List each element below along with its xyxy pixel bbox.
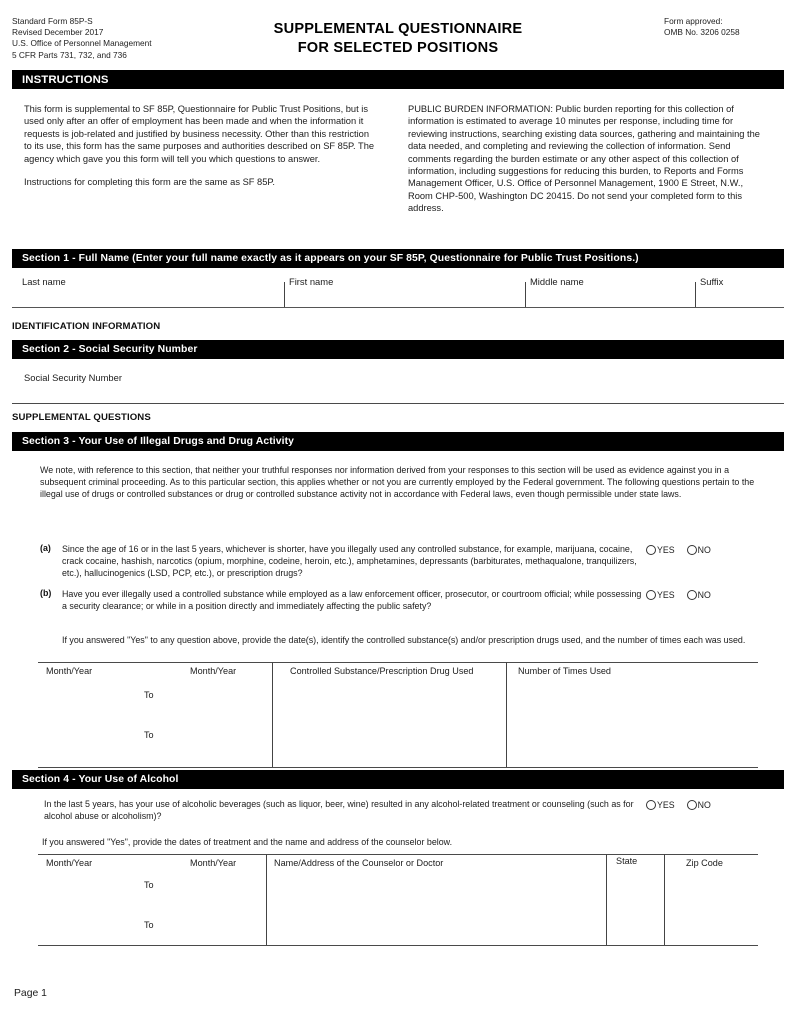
radio-circle-icon[interactable]	[646, 545, 656, 555]
form-header	[0, 0, 796, 68]
drug-table-divider-2	[506, 662, 507, 767]
suffix-input[interactable]	[701, 284, 781, 306]
alcohol-table-row-2-to-input[interactable]	[170, 914, 262, 934]
section-4-banner-label: Section 4 - Your Use of Alcohol	[22, 774, 179, 785]
alcohol-answer-group	[646, 800, 711, 810]
name-divider-2	[525, 282, 526, 308]
alcohol-table-col-to-label: Month/Year	[190, 858, 237, 868]
drug-use-table	[38, 662, 758, 768]
identification-information-heading: IDENTIFICATION INFORMATION	[12, 321, 161, 332]
first-name-input[interactable]	[290, 284, 518, 306]
radio-circle-icon[interactable]	[687, 590, 697, 600]
question-a-text: Since the age of 16 or in the last 5 years, whichever is shorter, have you illegally used any controlled substance, for example, marijuana, cocaine, crack cocaine, hashish, narcotics (opium, morphine, codeine, heroin, etc.), amphetamines, depressants (barbiturates, methaqualone, tranquilizers, etc.), hallucinogenics (LSD, PCP, etc.), or prescription drugs?	[62, 544, 637, 579]
alcohol-table-row-1-to-input[interactable]	[170, 874, 262, 894]
social-security-number-label: Social Security Number	[24, 372, 122, 383]
question-b	[40, 588, 740, 612]
question-b-tag: (b)	[40, 588, 52, 598]
public-burden-paragraph: PUBLIC BURDEN INFORMATION: Public burden reporting for this collection of information is estimated to average 10 minutes per response, including time for reviewing instructions, searching existing data sources, gathering and maintaining the data needed, and completing and reviewing the collection of information. Send comments regarding the burden estimate or any other aspect of this collection of information, including suggestions for reducing this burden, to Reports and Forms Management Officer, U.S. Office of Personnel Management, 1900 E Street, N.W., Room CHP-500, Washington DC 20415. Do not send your completed form to this address.	[408, 104, 760, 214]
page-title	[228, 20, 568, 58]
public-burden-column	[408, 103, 768, 215]
page-title-line-1: SUPPLEMENTAL QUESTIONNAIRE	[273, 21, 523, 37]
drug-table-row-1-to-label: To	[144, 690, 154, 700]
radio-circle-icon[interactable]	[687, 545, 697, 555]
instructions-paragraph-1: This form is supplemental to SF 85P, Questionnaire for Public Trust Positions, but is used only after an offer of employment has been made and when the information it requests is job-related and justified by business necessity. Other than this restriction to its use, this form has the same purposes and authorities described on SF 85P. The agency which gave you this form will tell you which questions to answer.	[24, 104, 375, 164]
form-revision-date: Revised December 2017	[12, 27, 104, 38]
last-name-input[interactable]	[22, 284, 277, 306]
alcohol-table-col-counselor-label: Name/Address of the Counselor or Doctor	[274, 858, 444, 868]
last-name-label: Last name	[22, 276, 66, 287]
instructions-banner	[12, 70, 784, 89]
question-a-no-label: NO	[697, 545, 711, 555]
section-3-intro-text: We note, with reference to this section, that neither your truthful responses nor information derived from your responses to this section will be used as evidence against you in a subsequent criminal proceeding. As to this particular section, this applies whether or not you are currently employed by the Federal government. The following questions pertain to the illegal use of drugs or controlled substances or drug or controlled substance activity not in accordance with Federal laws, even though permissible under state laws.	[40, 465, 755, 500]
drug-table-row-1-times-input[interactable]	[514, 680, 752, 722]
drug-table-bottom-rule	[38, 767, 758, 768]
drug-table-top-rule	[38, 662, 758, 663]
drug-table-col-times-label: Number of Times Used	[518, 666, 611, 676]
alcohol-yes-label: YES	[657, 800, 675, 810]
alcohol-table-row-2-to-label: To	[144, 920, 154, 930]
middle-name-input[interactable]	[531, 284, 689, 306]
alcohol-table-row-1-zip-input[interactable]	[668, 872, 752, 910]
alcohol-table-bottom-rule	[38, 945, 758, 946]
alcohol-table-row-1-to-label: To	[144, 880, 154, 890]
instructions-banner-label: INSTRUCTIONS	[22, 73, 109, 86]
alcohol-table-row-2-counselor-input[interactable]	[272, 912, 602, 944]
first-name-label: First name	[289, 276, 334, 287]
question-a-answer-group	[646, 545, 711, 555]
alcohol-table-row-2-from-input[interactable]	[46, 914, 138, 934]
full-name-field-row	[12, 272, 784, 308]
social-security-number-input[interactable]	[150, 366, 450, 388]
radio-circle-icon[interactable]	[646, 590, 656, 600]
alcohol-table-divider-3	[664, 854, 665, 945]
alcohol-table-row-1-state-input[interactable]	[610, 872, 660, 910]
form-identification-block	[12, 16, 152, 61]
section-3-banner	[12, 432, 784, 451]
alcohol-table-col-zip-label: Zip Code	[686, 858, 723, 868]
drug-table-row-2-to-label: To	[144, 730, 154, 740]
alcohol-no-label: NO	[697, 800, 711, 810]
cfr-reference: 5 CFR Parts 731, 732, and 736	[12, 49, 127, 60]
drug-table-row-2-from-input[interactable]	[46, 724, 138, 744]
name-divider-1	[284, 282, 285, 308]
instructions-left-column	[24, 103, 376, 188]
section-2-banner	[12, 340, 784, 359]
question-b-no-option[interactable]	[687, 590, 711, 600]
drug-table-col-to-label: Month/Year	[190, 666, 237, 676]
middle-name-label: Middle name	[530, 276, 584, 287]
page-number: Page 1	[14, 988, 47, 999]
alcohol-treatment-table	[38, 854, 758, 946]
omb-approval-block	[664, 16, 740, 38]
drug-table-row-1-substance-input[interactable]	[278, 680, 500, 722]
section-2-banner-label: Section 2 - Social Security Number	[22, 344, 198, 355]
alcohol-table-col-state-label: State	[616, 856, 638, 866]
section-2-bottom-rule	[12, 403, 784, 404]
question-b-answer-group	[646, 590, 711, 600]
section-4-followup-note: If you answered "Yes", provide the dates of treatment and the name and address of the counselor below.	[42, 837, 453, 847]
page-title-line-2: FOR SELECTED POSITIONS	[297, 40, 499, 56]
radio-circle-icon[interactable]	[687, 800, 697, 810]
drug-table-row-1-to-input[interactable]	[170, 684, 266, 704]
alcohol-yes-option[interactable]	[646, 800, 675, 810]
alcohol-table-row-2-zip-input[interactable]	[668, 912, 752, 944]
suffix-label: Suffix	[700, 276, 724, 287]
section-4-banner	[12, 770, 784, 789]
drug-table-divider-1	[272, 662, 273, 767]
alcohol-table-col-from-label: Month/Year	[46, 858, 93, 868]
question-b-text: Have you ever illegally used a controlled substance while employed as a law enforcement officer, prosecutor, or courtroom official; while possessing a security clearance; or while in a position directly and immediately affecting the public safety?	[62, 589, 642, 612]
alcohol-table-row-1-counselor-input[interactable]	[272, 872, 602, 910]
question-a	[40, 543, 740, 579]
section-3-banner-label: Section 3 - Your Use of Illegal Drugs and Drug Activity	[22, 436, 295, 447]
section-3-followup-note: If you answered "Yes" to any question above, provide the date(s), identify the controlled substance(s) and/or prescription drugs used, and the number of times each was used.	[62, 635, 746, 645]
drug-table-row-1-from-input[interactable]	[46, 684, 138, 704]
question-a-no-option[interactable]	[687, 545, 711, 555]
question-a-tag: (a)	[40, 543, 51, 553]
form-number: Standard Form 85P-S	[12, 16, 93, 26]
instructions-paragraph-2: Instructions for completing this form are the same as SF 85P.	[24, 177, 275, 188]
alcohol-question	[40, 798, 740, 822]
question-b-yes-label: YES	[657, 590, 675, 600]
alcohol-table-top-rule	[38, 854, 758, 855]
question-b-no-label: NO	[697, 590, 711, 600]
alcohol-no-option[interactable]	[687, 800, 711, 810]
alcohol-table-row-2-state-input[interactable]	[610, 912, 660, 944]
drug-table-row-2-substance-input[interactable]	[278, 724, 500, 764]
question-a-yes-label: YES	[657, 545, 675, 555]
drug-table-row-2-to-input[interactable]	[170, 724, 266, 744]
alcohol-question-text: In the last 5 years, has your use of alcoholic beverages (such as liquor, beer, wine) resulted in any alcohol-related treatment or counseling (such as for alcohol abuse or alcoholism)?	[44, 799, 634, 822]
full-name-baseline	[12, 307, 784, 308]
question-b-yes-option[interactable]	[646, 590, 675, 600]
supplemental-questions-heading: SUPPLEMENTAL QUESTIONS	[12, 412, 151, 423]
drug-table-col-from-label: Month/Year	[46, 666, 93, 676]
question-a-yes-option[interactable]	[646, 545, 675, 555]
alcohol-table-row-1-from-input[interactable]	[46, 874, 138, 894]
form-approved-label: Form approved:	[664, 16, 723, 26]
omb-number: OMB No. 3206 0258	[664, 27, 740, 38]
alcohol-table-divider-1	[266, 854, 267, 945]
alcohol-table-divider-2	[606, 854, 607, 945]
radio-circle-icon[interactable]	[646, 800, 656, 810]
issuing-agency: U.S. Office of Personnel Management	[12, 38, 152, 49]
drug-table-row-2-times-input[interactable]	[514, 724, 752, 764]
drug-table-col-substance-label: Controlled Substance/Prescription Drug Used	[290, 666, 474, 676]
section-1-banner-label: Section 1 - Full Name (Enter your full name exactly as it appears on your SF 85P, Questionnaire for Public Trust Positions.)	[22, 253, 639, 264]
section-1-banner	[12, 249, 784, 268]
name-divider-3	[695, 282, 696, 308]
